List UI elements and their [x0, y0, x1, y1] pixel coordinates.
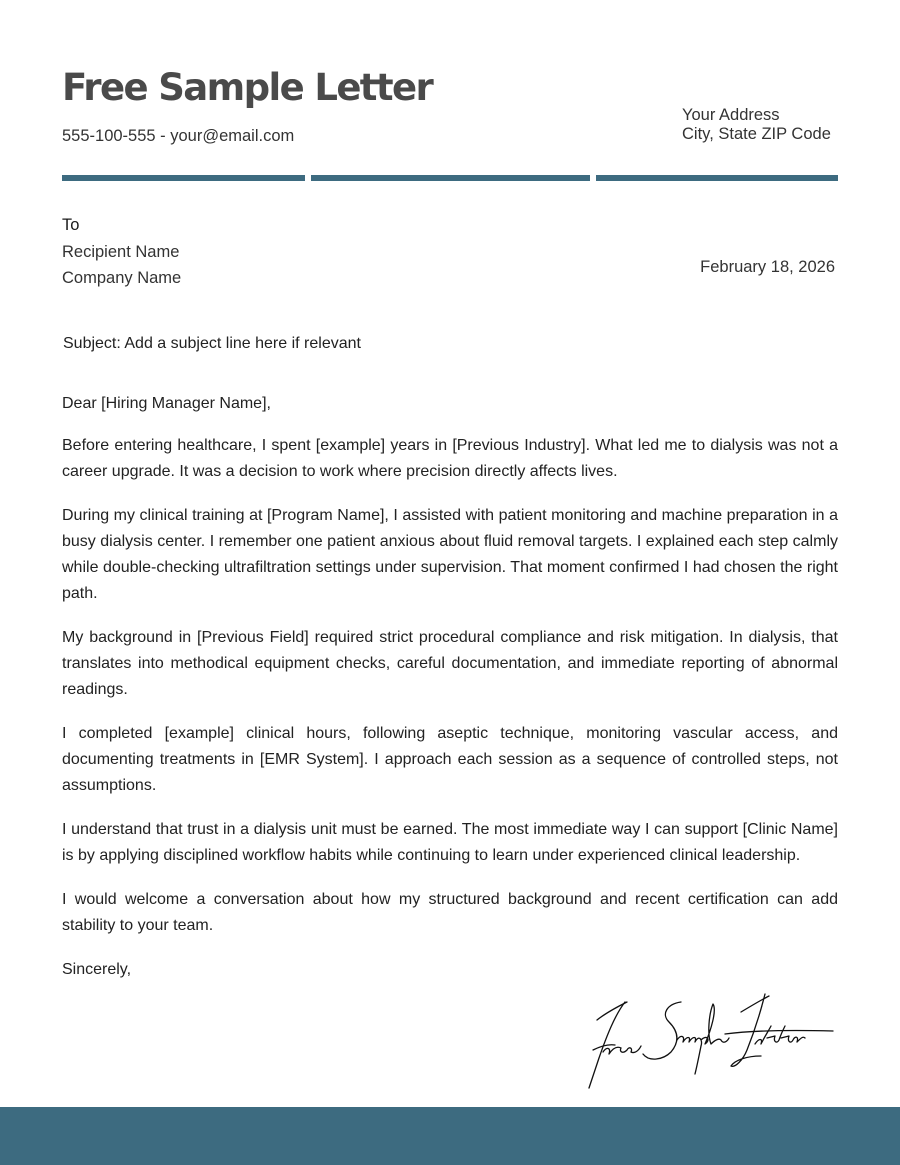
header-rule-left: [62, 175, 305, 181]
sender-name: Free Sample Letter: [62, 66, 433, 109]
recipient-name: Recipient Name: [62, 242, 180, 261]
paragraph: I completed [example] clinical hours, following aseptic technique, monitoring vascular access, and documenting treatments in [EMR System]. I approach each session as a sequence of controlled steps, not assumptions.: [62, 725, 838, 794]
header-rule-middle: [311, 175, 590, 181]
paragraph: My background in [Previous Field] required strict procedural compliance and risk mitigation. In dialysis, that translates into methodical equipment checks, careful documentation, and immediate reporting of abnormal readings.: [62, 629, 838, 698]
address-line-2: City, State ZIP Code: [682, 125, 831, 143]
paragraph: I would welcome a conversation about how my structured background and recent certification can add stability to your team.: [62, 891, 838, 934]
paragraph: I understand that trust in a dialysis unit must be earned. The most immediate way I can support [Clinic Name] is by applying disciplined workflow habits while continuing to learn under experienced clinical leadership.: [62, 821, 838, 864]
sender-address: [682, 106, 831, 144]
recipient-company: Company Name: [62, 269, 182, 287]
letter-body: [62, 391, 838, 1001]
sender-contact: 555-100-555 - your@email.com: [62, 127, 295, 145]
address-line-1: Your Address: [682, 106, 780, 124]
subject-line: Subject: Add a subject line here if relevant: [63, 335, 361, 352]
letter-date: February 18, 2026: [700, 258, 835, 276]
greeting: Dear [Hiring Manager Name],: [62, 395, 271, 412]
to-label: To: [62, 216, 80, 234]
paragraph: Before entering healthcare, I spent [example] years in [Previous Industry]. What led me to dialysis was not a career upgrade. It was a decision to work where precision directly affects lives.: [62, 437, 838, 480]
header-rule-right: [596, 175, 838, 181]
paragraph: During my clinical training at [Program Name], I assisted with patient monitoring and machine preparation in a busy dialysis center. I remember one patient anxious about fluid removal targets. I explained each step calmly while double-checking ultrafiltration settings under supervision. That moment confirmed I had chosen the right path.: [62, 507, 838, 602]
closing: Sincerely,: [62, 961, 132, 978]
signature-image: [585, 990, 835, 1095]
footer-band: [0, 1107, 900, 1165]
recipient-block: [62, 212, 181, 292]
